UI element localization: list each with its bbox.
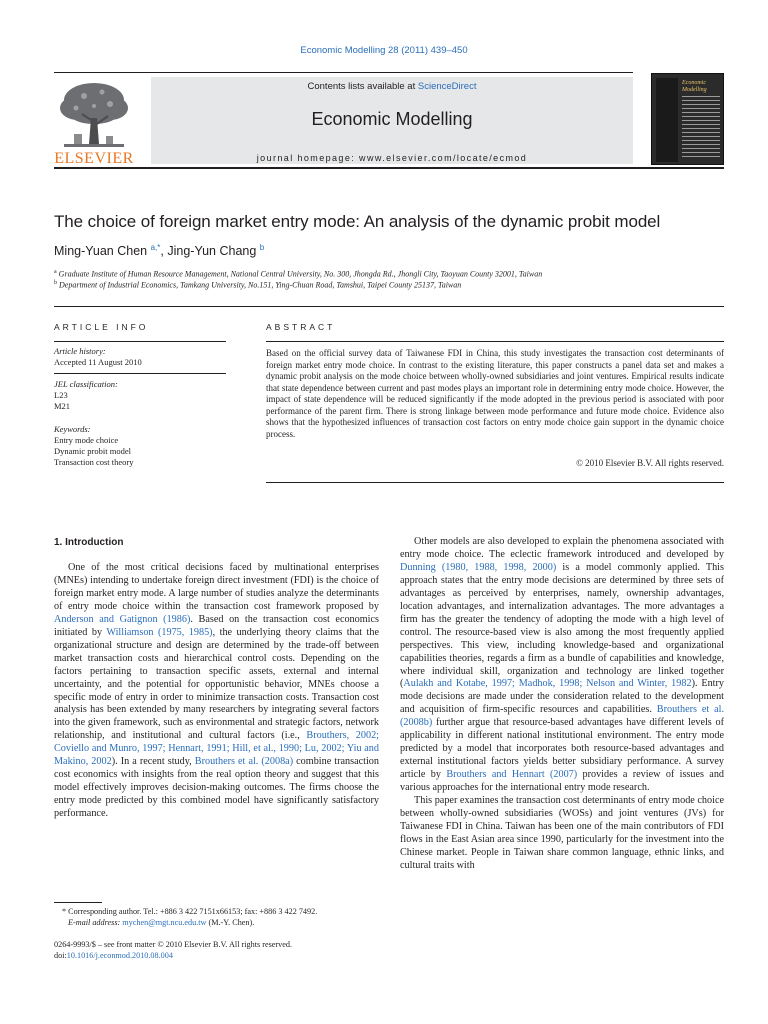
abstract-text: Based on the official survey data of Taiwanese FDI in China, this study investigates the transaction cost determinants of foreign market entry mode choice. In contrast to the existing literature, this paper constructs a panel data set and makes a dynamic probit analysis on the mode choice between wholly-owned subsidiaries and joint ventures. Empirical results indicate that state dependence between current and past modes plays an important role in determining entry mode choice. However, the impact of state dependence will be reduced significantly if the mode adopted in the previous period is associated with poor performance of the parent firm. There is strong linkage between mode performance and future mode choice. Evidence also shows that the hypothesized influences of transaction cost factors on entry mode choice gain support in the dynamic choice process. bbox=[266, 348, 724, 439]
abstract-rule-bottom bbox=[266, 482, 724, 483]
sciencedirect-link[interactable]: ScienceDirect bbox=[417, 81, 477, 92]
paragraph-text: provides a review of issues and various approaches for the international entry mode research. bbox=[400, 769, 725, 794]
article-title: The choice of foreign market entry mode: An analysis of the dynamic probit model bbox=[54, 212, 661, 231]
section-title: 1. Introduction bbox=[54, 537, 124, 548]
journal-name: Economic Modelling bbox=[311, 109, 473, 129]
homepage-url[interactable]: www.elsevier.com/locate/ecmod bbox=[359, 153, 528, 163]
jel-code: L23 bbox=[54, 390, 68, 400]
contents-prefix: Contents lists available at bbox=[307, 81, 418, 92]
cover-contents-lines bbox=[682, 96, 720, 160]
jel-label: JEL classification: bbox=[54, 379, 118, 389]
accepted-date: Accepted 11 August 2010 bbox=[54, 357, 142, 367]
abstract-rule-top bbox=[266, 341, 724, 342]
publisher-wordmark: ELSEVIER bbox=[54, 150, 134, 167]
affiliation-b bbox=[54, 280, 461, 290]
cover-title: Economic Modelling bbox=[682, 80, 707, 93]
reference-link[interactable]: Brouthers et al. (2008a) bbox=[194, 756, 294, 768]
contents-line bbox=[151, 81, 633, 92]
author-affiliation-marker[interactable]: b bbox=[259, 243, 265, 252]
author-separator: , bbox=[160, 244, 168, 258]
affiliation-text: Graduate Institute of Human Resource Management, National Central University, No. 300, Jhongda Rd., Jhongli City, Taoyuan County 32001, Taiwan bbox=[58, 269, 543, 279]
abstract-copyright: © 2010 Elsevier B.V. All rights reserved. bbox=[576, 458, 724, 468]
paragraph: This paper examines the transaction cost determinants of entry mode choice between wholly-owned subsidiaries (WOSs) and joint ventures (JVs) for Taiwanese FDI in China. Taiwan has been one of the main contributors of FDI flows in the East Asian area since 1990, particularly for the investment into the Chinese market. People in Taiwan share common language, ethnic links, and cultural traits with bbox=[400, 795, 724, 871]
keyword: Transaction cost theory bbox=[54, 457, 134, 467]
affiliation-marker: b bbox=[54, 280, 57, 286]
paragraph-text: Other models are also developed to explain the phenomena associated with entry mode choice. The eclectic framework introduced and developed by bbox=[400, 536, 724, 560]
email-suffix: (M.-Y. Chen). bbox=[206, 918, 255, 927]
keywords bbox=[54, 424, 226, 468]
author-list bbox=[54, 243, 264, 258]
reference-link[interactable]: Williamson (1975, 1985) bbox=[106, 626, 213, 638]
paragraph bbox=[400, 536, 724, 795]
corresponding-author-note: * Corresponding author. Tel.: +886 3 422 7151x66153; fax: +886 3 422 7492. bbox=[62, 907, 318, 916]
paragraph-text: One of the most critical decisions faced by multinational enterprises (MNEs) intending to undertake foreign direct investment (FDI) is the choice of foreign market entry mode. A large number of studies analyze the determinants of entry mode choice within the transaction cost framework proposed by bbox=[54, 562, 379, 612]
journal-homepage bbox=[151, 153, 633, 163]
paragraph-text: ). In a recent study, bbox=[111, 756, 195, 768]
keyword: Dynamic probit model bbox=[54, 446, 131, 456]
reference-link[interactable]: Aulakh and Kotabe, 1997; Madhok, 1998; Nelson and Winter, 1982 bbox=[403, 678, 692, 690]
reference-link[interactable]: Brouthers and Hennart (2007) bbox=[446, 769, 578, 781]
paragraph-text: combine transaction cost economics with insights from the real option theory and suggest that this model effectively improves decision-making outcomes. The firms choose the entry mode predicted by this combined model have significantly satisfactory performance. bbox=[54, 756, 379, 820]
author-affiliation-marker[interactable]: a,* bbox=[150, 243, 161, 252]
cover-spine bbox=[656, 78, 678, 162]
abstract-heading: ABSTRACT bbox=[266, 322, 336, 332]
paragraph-text: . Based on the transaction cost economics initiated by bbox=[54, 613, 379, 638]
header-rule-bottom bbox=[54, 167, 724, 169]
paragraph-text: is a model commonly applied. This approach states that the entry mode decisions are determined by three sets of advantages as perceived by enterprises, namely, ownership advantages, location advantages, and internalization advantages. The more advantages a firm has the greater the tendency of adopting the mode with a high level of control. The resource-based view is also among the most frequently applied perspectives. This view, including knowledge-based and organizational capabilities theories, regards a firm as a bundle of capabilities and knowledge, where individual skill, organization and technology are linked together ( bbox=[400, 561, 724, 690]
history-label: Article history: bbox=[54, 346, 106, 356]
doi-link[interactable]: 10.1016/j.econmod.2010.08.004 bbox=[66, 951, 173, 960]
keyword: Entry mode choice bbox=[54, 435, 119, 445]
affiliation-text: Department of Industrial Economics, Tamkang University, No.151, Ying-Chuan Road, Tamshui, Taipei County 25137, Taiwan bbox=[59, 280, 462, 290]
affiliation-rule bbox=[54, 306, 724, 307]
reference-link[interactable]: Brouthers et al. (2008b) bbox=[400, 704, 724, 729]
homepage-prefix: journal homepage: bbox=[256, 153, 360, 163]
article-info-divider bbox=[54, 373, 226, 374]
affiliation-a bbox=[54, 269, 542, 279]
article-info-rule bbox=[54, 341, 226, 342]
email-link[interactable]: mychen@mgt.ncu.edu.tw bbox=[122, 918, 207, 927]
body-column-left bbox=[54, 562, 379, 821]
footnote-rule bbox=[54, 902, 102, 903]
paragraph-text: , the underlying theory claims that the organizational structure and design are determined by the trade-off between market transaction costs and hierarchical control costs. Depending on the factors pertaining to transaction specific assets, external and internal uncertainty, and the potential for opportunistic behavior, MNEs choose a specific mode of entry in order to minimize transaction costs. Transaction cost analysis has been extended by many researchers by integrating several factors into the given framework, such as environmental and strategic factors, network relationship, and institutional and cultural factors (i.e., bbox=[54, 626, 379, 742]
issn-line: 0264-9993/$ – see front matter © 2010 Elsevier B.V. All rights reserved. bbox=[54, 940, 293, 949]
author-name: Jing-Yun Chang bbox=[167, 244, 257, 258]
article-history bbox=[54, 346, 226, 368]
author-name: Ming-Yuan Chen bbox=[54, 244, 148, 258]
paragraph-text: ). Entry mode decisions are made under the consideration related to the development and acquisition of firm-specific resources and capabilities. bbox=[400, 678, 725, 716]
reference-link[interactable]: Anderson and Gatignon (1986) bbox=[54, 613, 191, 625]
jel-classification bbox=[54, 379, 226, 412]
jel-code: M21 bbox=[54, 401, 71, 411]
article-info-heading: ARTICLE INFO bbox=[54, 322, 149, 332]
reference-link[interactable]: Dunning (1980, 1988, 1998, 2000) bbox=[400, 561, 557, 573]
doi-line bbox=[54, 951, 173, 960]
body-column-right bbox=[400, 536, 724, 873]
paragraph bbox=[54, 562, 379, 821]
paragraph-text: further argue that resource-based advantages have different levels of applicability in different national institutional environment. The entry mode predicted by a model that incorporates both resource-based advantages and external institutional factors yields better subsidiary performance. A survey article by bbox=[400, 717, 724, 781]
affiliation-marker: a bbox=[54, 269, 57, 275]
email-label: E-mail address: bbox=[68, 918, 123, 927]
reference-link[interactable]: Brouthers, 2002; Coviello and Munro, 1997; Hennart, 1991; Hill, et al., 1990; Lu, 2002; Yiu and Makino, 2002 bbox=[54, 730, 379, 768]
header-rule-top bbox=[54, 72, 633, 73]
journal-citation[interactable]: Economic Modelling 28 (2011) 439–450 bbox=[300, 45, 468, 56]
doi-label: doi: bbox=[54, 951, 67, 960]
journal-cover-thumbnail bbox=[651, 73, 724, 165]
keywords-label: Keywords: bbox=[54, 424, 91, 434]
email-note bbox=[68, 918, 254, 927]
